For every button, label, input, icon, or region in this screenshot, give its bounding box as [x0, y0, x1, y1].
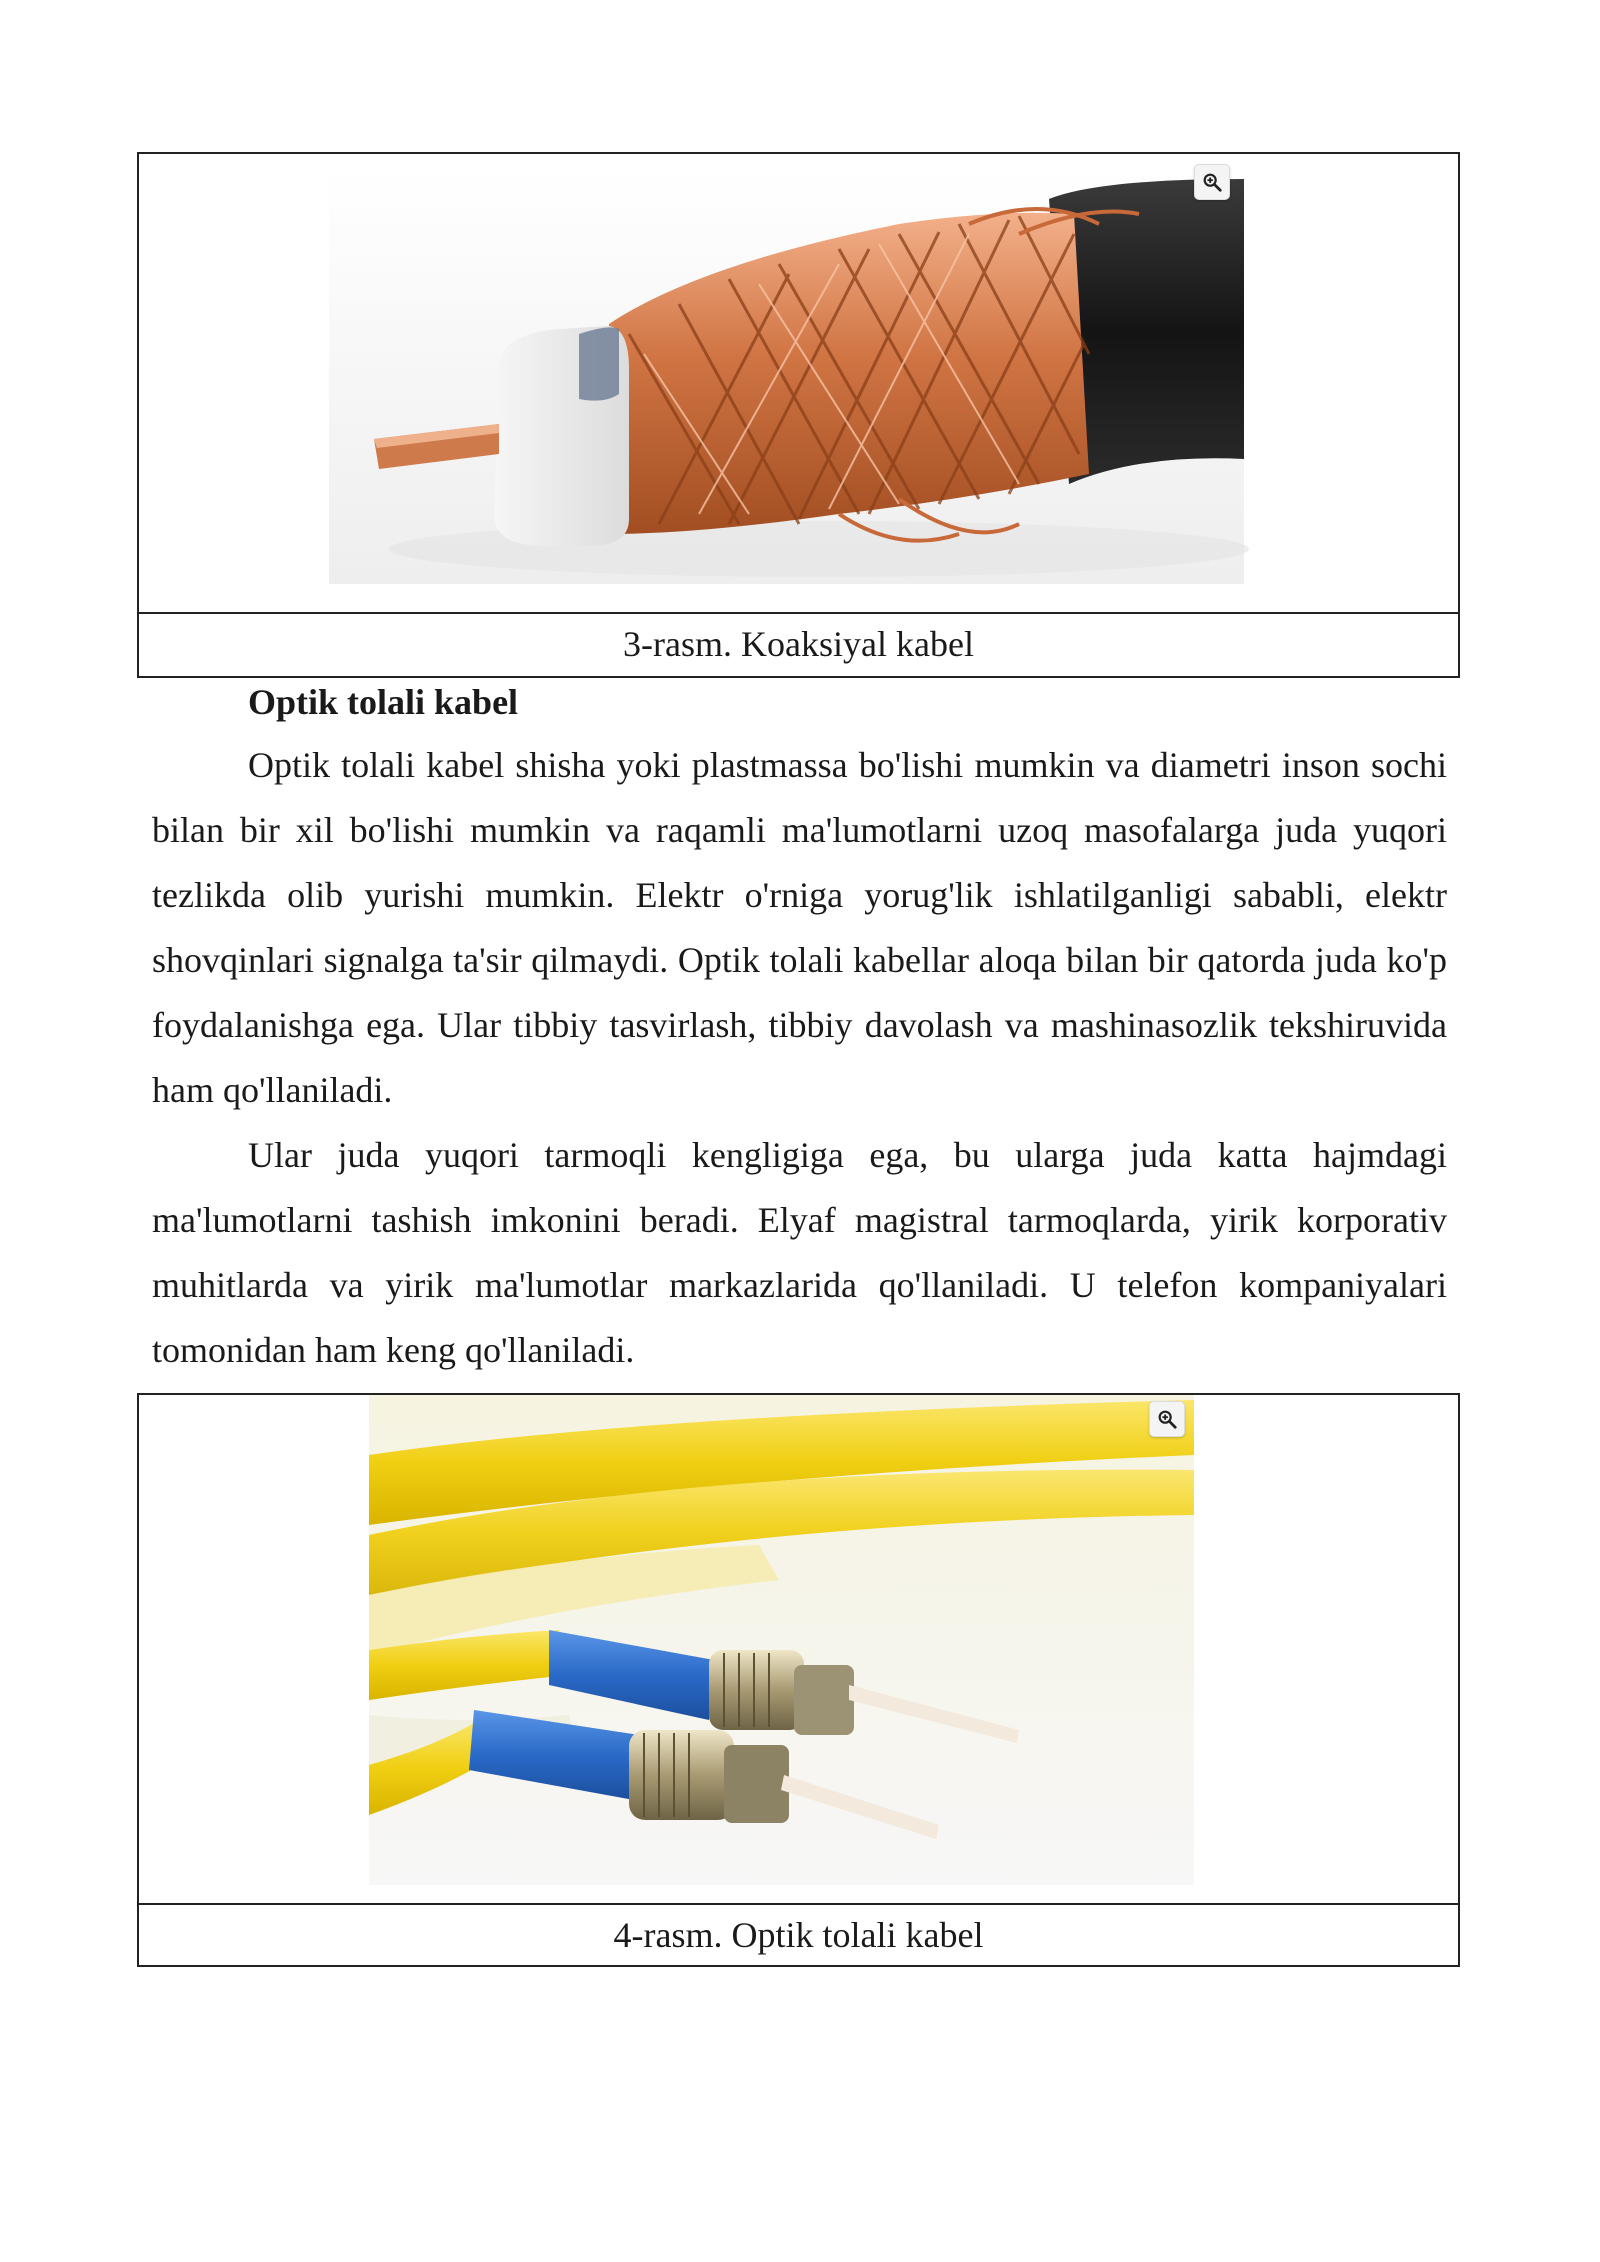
fiber-optic-cable-photo [139, 1395, 1458, 1905]
paragraph: Ular juda yuqori tarmoqli kengligiga ega, bu ularga juda katta hajmdagi ma'lumotlarni tashish imkonini beradi. Elyaf magistral tarmoqlarda, yirik korporativ muhitlarda va yirik ma'lumotlar markazlarida qo'llaniladi. U telefon kompaniyalari tomonidan ham keng qo'llaniladi. [152, 1135, 1447, 1370]
zoom-in-icon [1201, 171, 1223, 193]
figure-image-cell [139, 1395, 1458, 1905]
coaxial-cable-photo [139, 154, 1458, 614]
figure-coaxial-cable [137, 152, 1460, 678]
paragraph: Optik tolali kabel shisha yoki plastmassa bo'lishi mumkin va diametri inson sochi bilan bir xil bo'lishi mumkin va raqamli ma'lumotlarni uzoq masofalarga juda yuqori tezlikda olib yurishi mumkin. Elektr o'rniga yorug'lik ishlatilganligi sababli, elektr shovqinlari signalga ta'sir qilmaydi. Optik tolali kabellar aloqa bilan bir qatorda juda ko'p foydalanishga ega. Ular tibbiy tasvirlash, tibbiy davolash va mashinasozlik tekshiruvida ham qo'llaniladi. [152, 745, 1447, 1110]
figure-caption: 3-rasm. Koaksiyal kabel [623, 624, 974, 664]
figure-image-cell [139, 154, 1458, 614]
figure-caption: 4-rasm. Optik tolali kabel [613, 1915, 984, 1955]
section-heading: Optik tolali kabel [248, 682, 519, 722]
figure-fiber-optic-cable [137, 1393, 1460, 1967]
zoom-button[interactable] [1149, 1401, 1185, 1437]
zoom-in-icon [1156, 1408, 1178, 1430]
zoom-button[interactable] [1194, 164, 1230, 200]
